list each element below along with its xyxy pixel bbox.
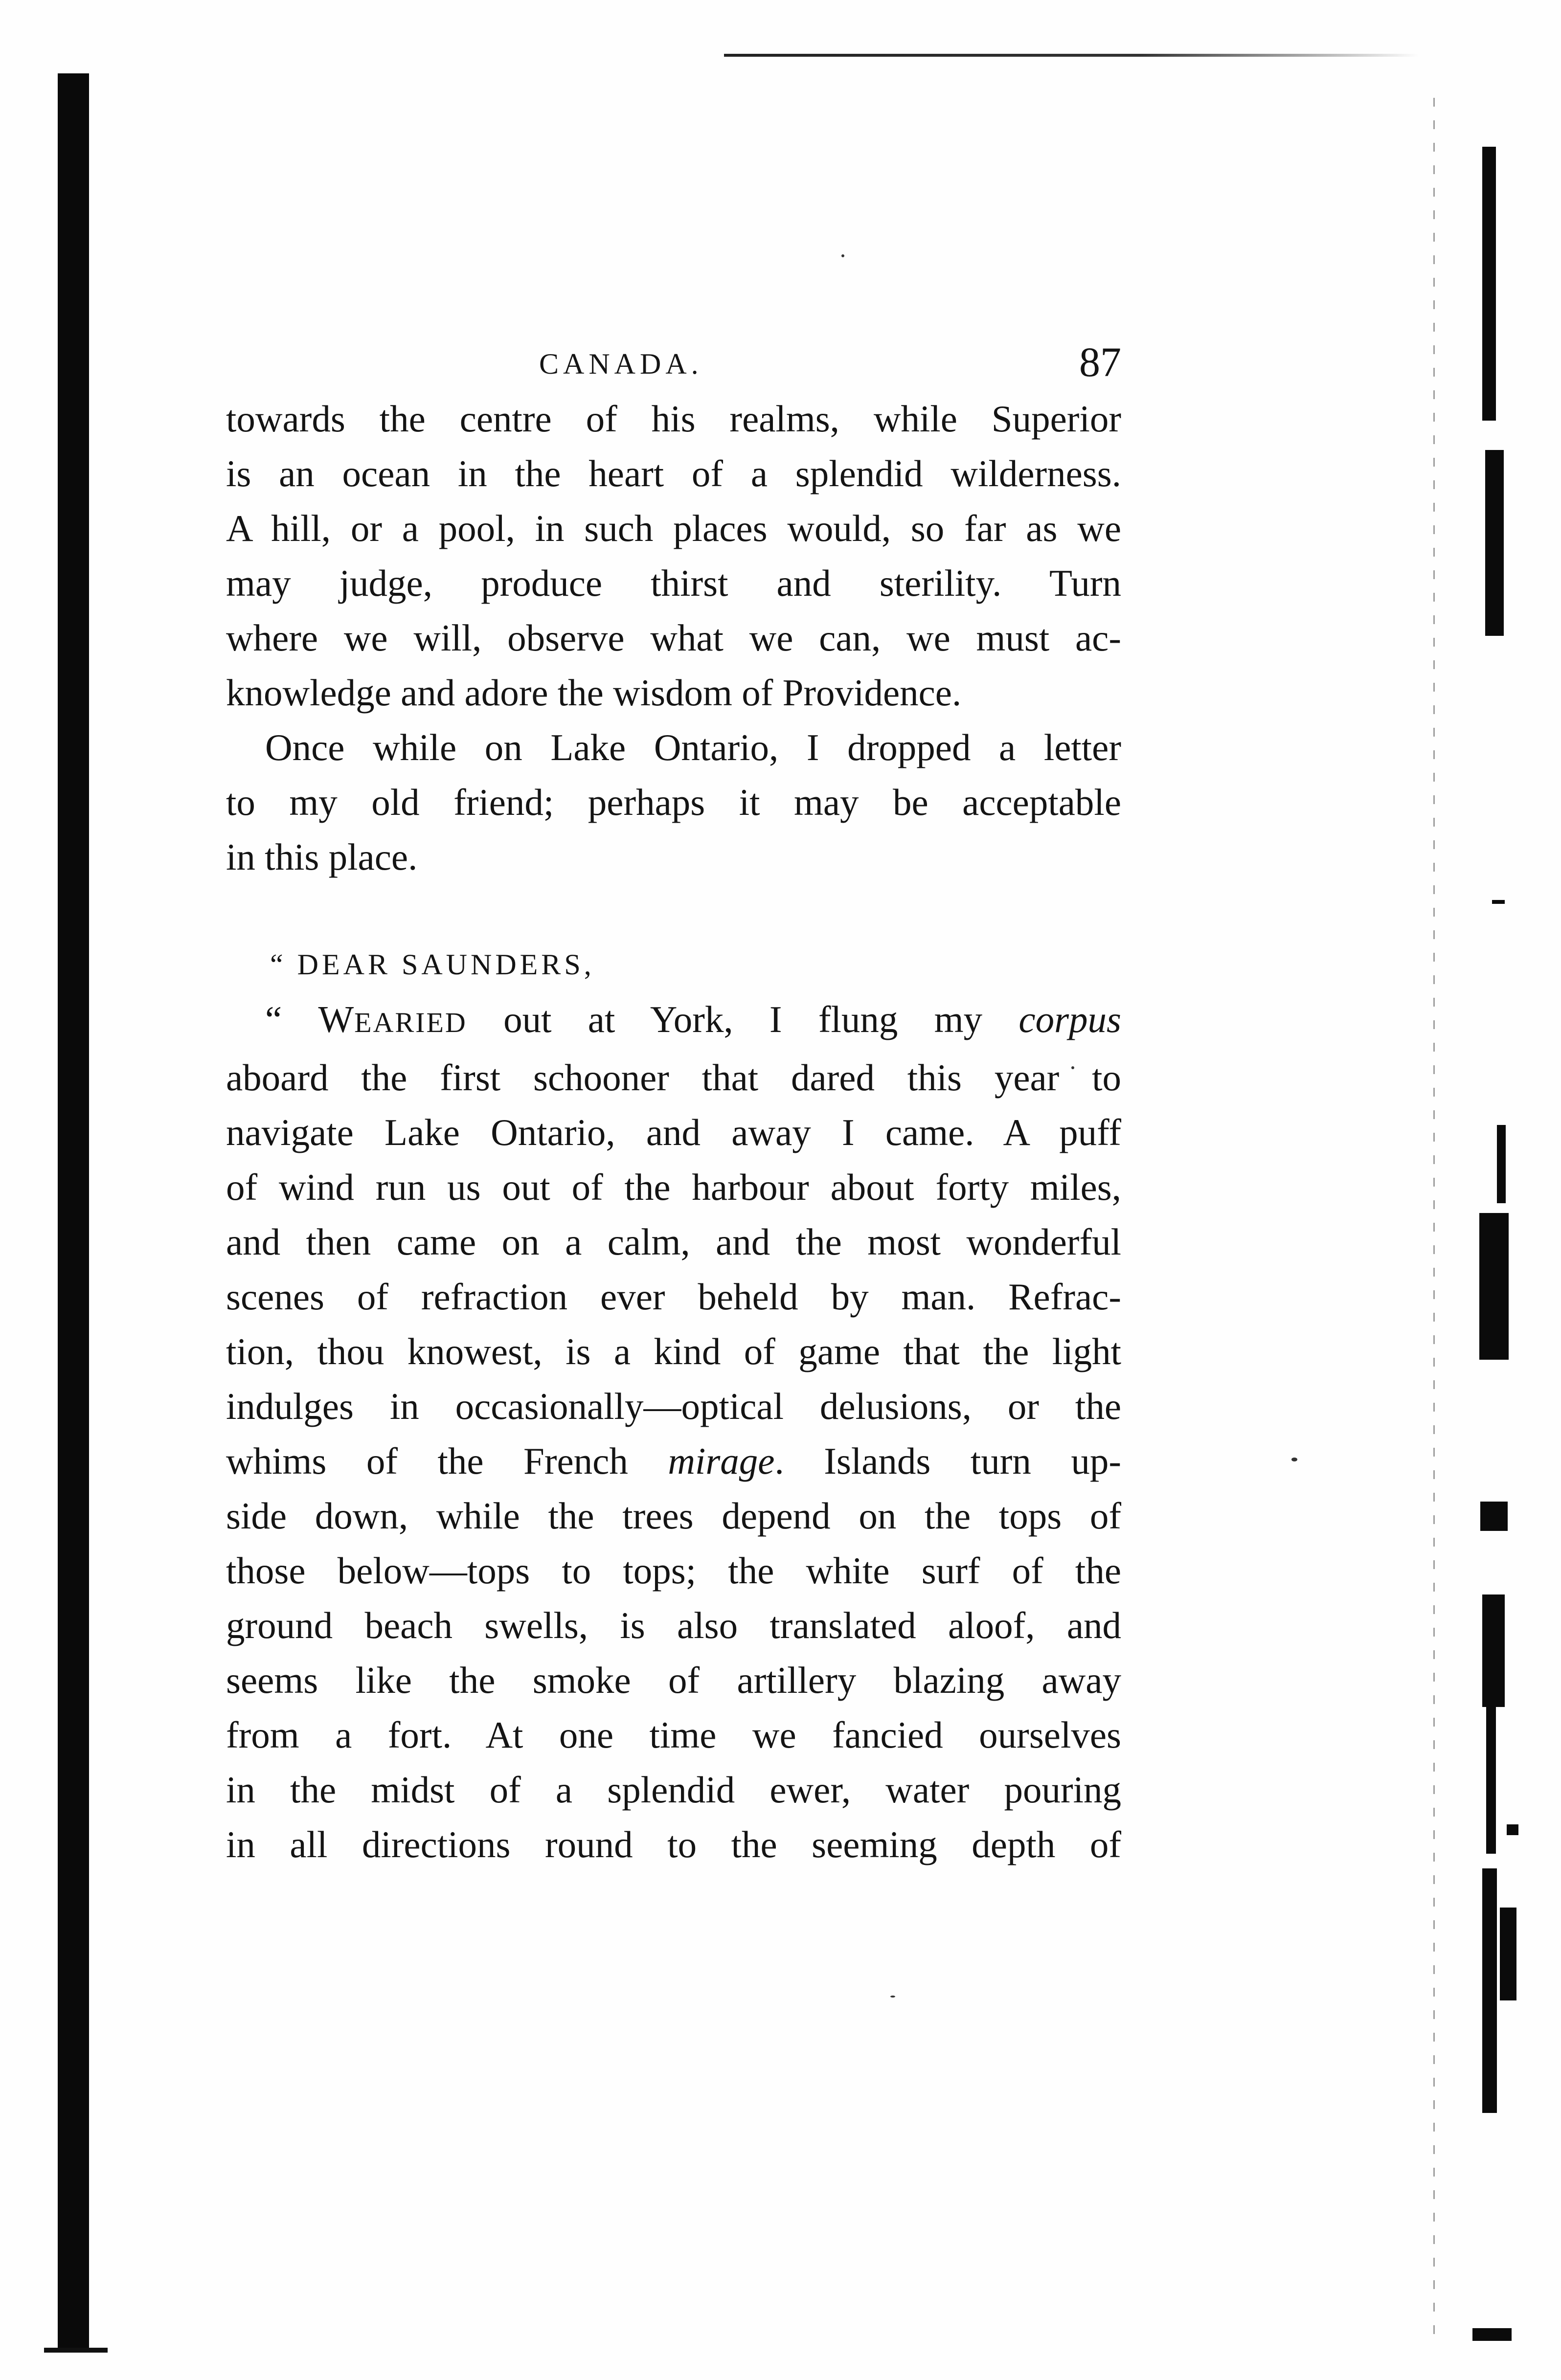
text-line: A hill, or a pool, in such places would, so far as we — [226, 507, 1121, 549]
left-scan-edge — [58, 73, 89, 2353]
paragraph-1 — [226, 391, 1121, 720]
text-line: tion, thou knowest, is a kind of game that the light — [226, 1330, 1121, 1372]
text-line: knowledge and adore the wisdom of Providence. — [226, 672, 962, 714]
italic-word: mirage — [668, 1440, 775, 1482]
text-line: in all directions round to the seeming depth of — [226, 1823, 1121, 1865]
text-line: navigate Lake Ontario, and away I came. A puff — [226, 1111, 1121, 1153]
text-line: to my old friend; perhaps it may be acceptable — [226, 781, 1121, 823]
letter-first-line — [226, 992, 1121, 1050]
mirage-before: whims of the French — [226, 1440, 668, 1482]
top-scan-shadow — [724, 54, 1419, 57]
text-line: is an ocean in the heart of a splendid wilderness. — [226, 452, 1121, 494]
text-line: Once while on Lake Ontario, I dropped a letter — [265, 726, 1121, 768]
first-line-middle: out at York, I flung my — [467, 998, 1019, 1040]
text-line: from a fort. At one time we fancied ourselves — [226, 1714, 1121, 1756]
text-line: ground beach swells, is also translated aloof, and — [226, 1604, 1121, 1646]
paragraph-2 — [226, 720, 1121, 884]
smallcap-rest: EARIED — [354, 1007, 467, 1038]
text-line: indulges in occasionally—optical delusions, or the — [226, 1385, 1121, 1427]
running-head-title: CANADA. — [539, 348, 703, 380]
text-line: and then came on a calm, and the most wonderful — [226, 1221, 1121, 1263]
running-head — [226, 337, 1121, 391]
letter-body — [226, 992, 1121, 1872]
text-line: seems like the smoke of artillery blazing away — [226, 1659, 1121, 1701]
italic-word: corpus — [1018, 998, 1121, 1040]
page-fold-line — [1433, 98, 1435, 2348]
mirage-line — [226, 1434, 1121, 1488]
text-line: where we will, observe what we can, we must ac- — [226, 617, 1121, 659]
letter-salutation: “ DEAR SAUNDERS, — [270, 948, 595, 981]
text-line: may judge, produce thirst and sterility. Turn — [226, 562, 1121, 604]
open-quote: “ — [265, 998, 318, 1040]
text-line: in the midst of a splendid ewer, water pouring — [226, 1769, 1121, 1811]
smallcap-initial: W — [318, 998, 355, 1040]
text-line: towards the centre of his realms, while Superior — [226, 398, 1121, 440]
page-number: 87 — [1079, 338, 1121, 385]
right-scan-edge — [1472, 68, 1561, 2367]
text-line: side down, while the trees depend on the tops of — [226, 1495, 1121, 1537]
text-line: those below—tops to tops; the white surf of the — [226, 1549, 1121, 1592]
text-line: scenes of refraction ever beheld by man. Refrac- — [226, 1276, 1121, 1318]
text-line: aboard the first schooner that dared this year to — [226, 1056, 1121, 1099]
mirage-after: . Islands turn up- — [774, 1440, 1121, 1482]
page-text — [226, 337, 1121, 1872]
text-line: of wind run us out of the harbour about forty miles, — [226, 1166, 1121, 1208]
left-scan-edge-foot — [44, 2348, 108, 2353]
text-line: in this place. — [226, 836, 418, 878]
